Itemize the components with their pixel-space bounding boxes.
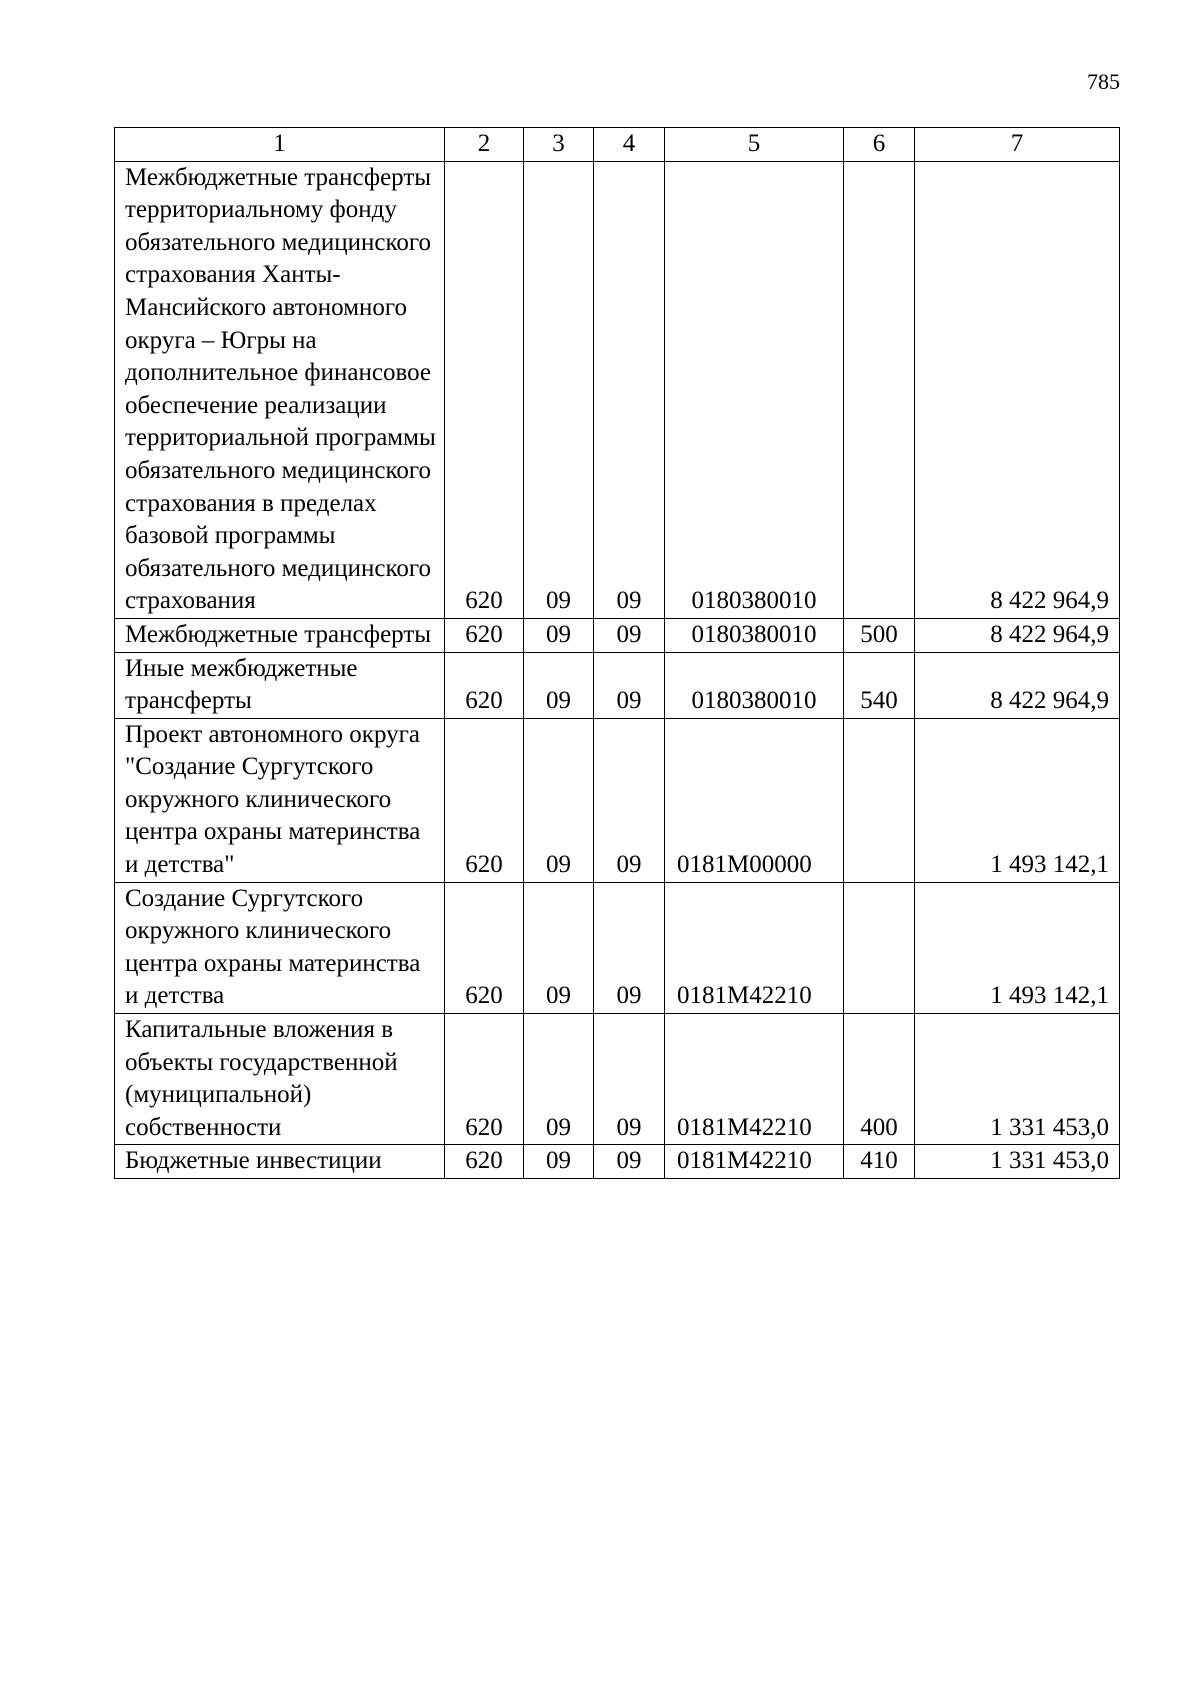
row-cell: 09 [594, 618, 665, 652]
row-cell: 0180380010 [665, 161, 844, 618]
row-cell: 500 [844, 618, 915, 652]
row-cell: 09 [594, 718, 665, 882]
row-cell: 0180380010 [665, 618, 844, 652]
row-cell: 620 [445, 1014, 524, 1145]
row-cell: 620 [445, 618, 524, 652]
row-cell: 0181М00000 [665, 718, 844, 882]
header-cell: 6 [844, 128, 915, 162]
row-cell: 620 [445, 882, 524, 1013]
header-cell: 2 [445, 128, 524, 162]
row-cell: 620 [445, 652, 524, 718]
row-cell [844, 882, 915, 1013]
header-cell: 1 [115, 128, 445, 162]
row-cell: 09 [594, 1014, 665, 1145]
row-name-cell: Капитальные вложения в объекты государственной (муниципальной) собственности [115, 1014, 445, 1145]
row-name-cell: Бюджетные инвестиции [115, 1145, 445, 1179]
row-cell: 09 [594, 161, 665, 618]
header-cell: 4 [594, 128, 665, 162]
row-cell: 0181М42210 [665, 882, 844, 1013]
row-cell: 09 [524, 1014, 594, 1145]
row-cell: 410 [844, 1145, 915, 1179]
row-name-cell: Создание Сургутского окружного клинического центра охраны материнства и детства [115, 882, 445, 1013]
row-cell: 09 [594, 652, 665, 718]
row-cell: 0181М42210 [665, 1014, 844, 1145]
row-cell: 540 [844, 652, 915, 718]
row-cell: 0181М42210 [665, 1145, 844, 1179]
row-cell: 09 [524, 882, 594, 1013]
row-amount-cell: 1 493 142,1 [915, 718, 1120, 882]
row-cell: 09 [594, 1145, 665, 1179]
row-cell [844, 161, 915, 618]
table-row [115, 718, 1120, 882]
row-cell: 0180380010 [665, 652, 844, 718]
row-cell: 09 [594, 882, 665, 1013]
row-cell: 620 [445, 1145, 524, 1179]
row-amount-cell: 1 493 142,1 [915, 882, 1120, 1013]
row-cell: 620 [445, 161, 524, 618]
row-amount-cell: 8 422 964,9 [915, 652, 1120, 718]
row-name-cell: Иные межбюджетные трансферты [115, 652, 445, 718]
row-name-cell: Межбюджетные трансферты территориальному фонду обязательного медицинского страхования Ханты-Мансийского автономного округа – Югры на дополнительное финансовое обеспечение реализации территориальной программы обязательного медицинского страхования в пределах базовой программы обязательного медицинского страхования [115, 161, 445, 618]
table-row [115, 161, 1120, 618]
row-cell [844, 718, 915, 882]
row-amount-cell: 8 422 964,9 [915, 618, 1120, 652]
row-amount-cell: 1 331 453,0 [915, 1145, 1120, 1179]
table-row [115, 652, 1120, 718]
row-cell: 09 [524, 161, 594, 618]
header-cell: 7 [915, 128, 1120, 162]
row-cell: 09 [524, 618, 594, 652]
budget-table [114, 127, 1120, 1179]
row-amount-cell: 8 422 964,9 [915, 161, 1120, 618]
table-row [115, 1014, 1120, 1145]
row-cell: 400 [844, 1014, 915, 1145]
row-cell: 09 [524, 1145, 594, 1179]
table-row [115, 882, 1120, 1013]
row-amount-cell: 1 331 453,0 [915, 1014, 1120, 1145]
table-header-row [115, 128, 1120, 162]
page-number: 785 [1087, 69, 1120, 94]
row-cell: 09 [524, 718, 594, 882]
table-row [115, 618, 1120, 652]
row-cell: 620 [445, 718, 524, 882]
header-cell: 5 [665, 128, 844, 162]
table-row [115, 1145, 1120, 1179]
row-name-cell: Проект автономного округа "Создание Сургутского окружного клинического центра охраны материнства и детства" [115, 718, 445, 882]
row-cell: 09 [524, 652, 594, 718]
header-cell: 3 [524, 128, 594, 162]
row-name-cell: Межбюджетные трансферты [115, 618, 445, 652]
